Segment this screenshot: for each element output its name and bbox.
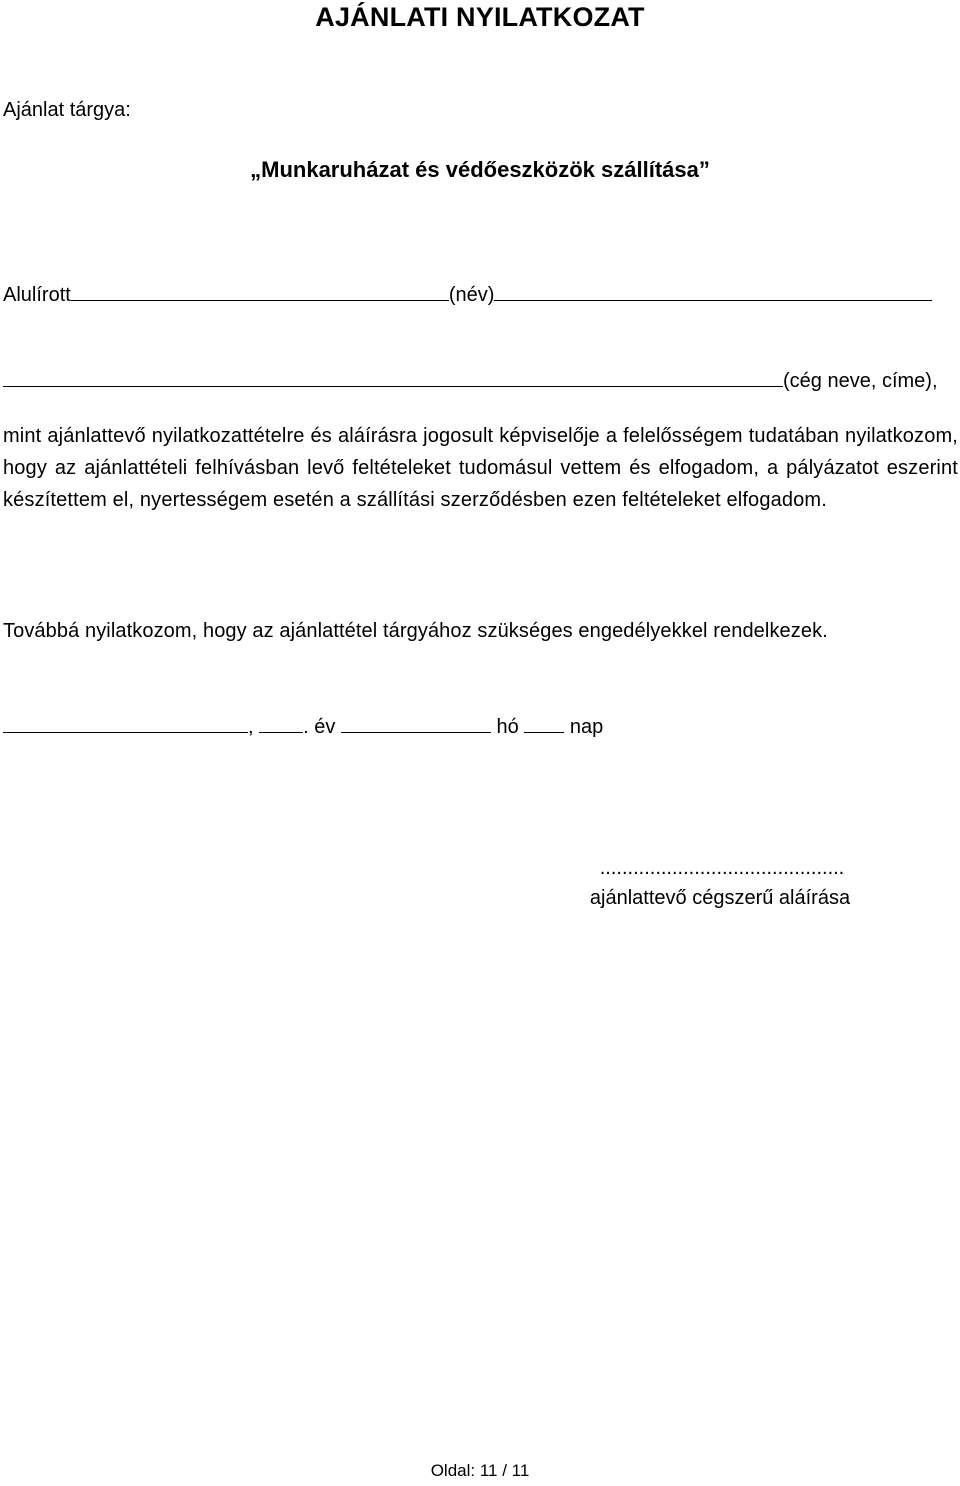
page-footer: Oldal: 11 / 11 <box>430 1461 530 1480</box>
name-blank-line <box>71 279 449 301</box>
signature-block <box>560 853 880 913</box>
year-label: . év <box>303 716 336 738</box>
name-label: (név) <box>448 284 495 306</box>
month-label: hó <box>496 716 519 738</box>
company-label: (cég neve, címe), <box>783 370 938 392</box>
signature-dots: ............................................ <box>599 857 845 879</box>
month-blank-line <box>341 711 491 733</box>
day-blank-line <box>524 711 564 733</box>
date-line <box>3 711 603 739</box>
undersigned-label: Alulírott <box>3 284 71 306</box>
page-title: AJÁNLATI NYILATKOZAT <box>315 2 645 32</box>
place-blank-line <box>3 711 248 733</box>
name-field-blank-line <box>494 279 932 301</box>
year-blank-line <box>259 711 303 733</box>
declaration-paragraph: mint ajánlattevő nyilatkozattételre és aláírásra jogosult képviselője a felelősségem tudatában nyilatkozom, hogy az ajánlattételi felhívásban levő feltételeket tudomásul vettem és elfogadom, a pályázatot eszerint készítettem el, nyertességem esetén a szállítási szerződésben ezen feltételeket elfogadom. <box>3 425 958 511</box>
signature-label: ajánlattevő cégszerű aláírása <box>589 887 851 909</box>
company-blank-line <box>3 365 783 387</box>
date-comma: , <box>248 716 254 738</box>
day-label: nap <box>569 716 604 738</box>
subject-value: „Munkaruházat és védőeszközök szállítása” <box>250 157 710 182</box>
subject-label: Ajánlat tárgya: <box>3 99 131 121</box>
permits-paragraph: Továbbá nyilatkozom, hogy az ajánlattétel tárgyához szükséges engedélyekkel rendelkezek. <box>3 620 828 642</box>
company-row <box>3 365 938 393</box>
undersigned-row <box>3 279 932 307</box>
